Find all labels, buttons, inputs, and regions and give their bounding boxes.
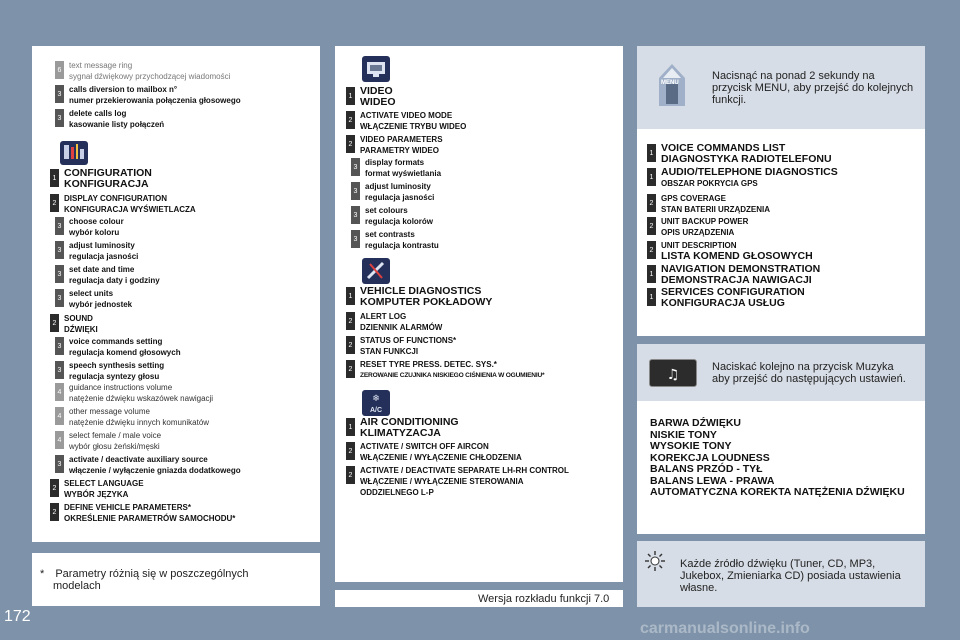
- menu-row-line: regulacja kontrastu: [365, 241, 439, 250]
- level-badge: 2: [346, 312, 355, 330]
- level-badge: 1: [647, 265, 656, 283]
- menu-row-line: WŁĄCZENIE TRYBU WIDEO: [360, 122, 467, 131]
- level-badge: 1: [346, 87, 355, 105]
- air-conditioning-icon: [362, 390, 390, 416]
- menu-instruction-line: przycisk MENU, aby przejść do kolejnych: [712, 82, 914, 94]
- menu-row-line: DEMONSTRACJA NAWIGACJI: [661, 274, 812, 286]
- menu-row-line: adjust luminosity: [365, 182, 431, 191]
- menu-row-line: SERVICES CONFIGURATION: [661, 286, 805, 298]
- menu-row: [50, 313, 98, 335]
- menu-row: [50, 502, 235, 524]
- level-badge: 4: [55, 431, 64, 449]
- menu-row-line: ODDZIELNEGO L-P: [360, 488, 434, 497]
- level-badge: 4: [55, 383, 64, 401]
- level-badge: 3: [55, 85, 64, 103]
- menu-row-text: [360, 417, 459, 439]
- level-badge: 6: [55, 61, 64, 79]
- menu-row-text: [661, 287, 805, 309]
- music-icon: [649, 359, 697, 387]
- menu-row-line: CONFIGURATION: [64, 167, 152, 179]
- menu-row-line: DEFINE VEHICLE PARAMETERS*: [64, 503, 191, 512]
- level-badge: 3: [55, 455, 64, 473]
- menu-row-line: UNIT BACKUP POWER: [661, 217, 749, 226]
- menu-row-text: [64, 478, 144, 500]
- version-label: Wersja rozkładu funkcji 7.0: [478, 593, 610, 605]
- menu-row-line: DISPLAY CONFIGURATION: [64, 194, 167, 203]
- level-badge: 2: [50, 503, 59, 521]
- menu-row-text: [69, 382, 213, 404]
- menu-row-text: [365, 181, 434, 203]
- level-badge: 2: [346, 336, 355, 354]
- menu-row-line: ZEROWANIE CZUJNIKA NISKIEGO CIŚNIENIA W OGUMIENIU*: [360, 372, 545, 379]
- menu-row-line: KONFIGURACJA WYŚWIETLACZA: [64, 205, 196, 214]
- menu-row-line: PARAMETRY WIDEO: [360, 146, 439, 155]
- level-badge: 3: [351, 182, 360, 200]
- menu-instruction-line: Nacisnąć na ponad 2 sekundy na: [712, 70, 875, 82]
- menu-row: [55, 382, 213, 404]
- menu-row-line: OBSZAR POKRYCIA GPS: [661, 179, 758, 188]
- menu-row-text: [360, 465, 569, 498]
- level-badge: 1: [346, 418, 355, 436]
- tip-text: [680, 558, 901, 594]
- menu-row-line: speech synthesis setting: [69, 361, 165, 370]
- menu-row: [55, 360, 164, 382]
- menu-row-text: [69, 84, 241, 106]
- menu-row-text: [69, 360, 164, 382]
- menu-label: MENU: [661, 80, 679, 86]
- menu-row: [346, 286, 492, 308]
- menu-row-line: KOMPUTER POKŁADOWY: [360, 296, 493, 308]
- menu-row-line: calls diversion to mailbox n°: [69, 85, 178, 94]
- menu-row-text: [64, 502, 235, 524]
- vehicle-diagnostics-icon: [362, 258, 390, 284]
- level-badge: 3: [55, 241, 64, 259]
- level-badge: 3: [55, 109, 64, 127]
- menu-row-line: VEHICLE DIAGNOSTICS: [360, 285, 482, 297]
- menu-row-line: wybór koloru: [69, 228, 120, 237]
- menu-row-text: [360, 311, 442, 333]
- footnote-line: modelach: [53, 580, 101, 592]
- menu-row-text: [661, 264, 820, 286]
- footnote-line: Parametry różnią się w poszczególnych: [55, 568, 249, 580]
- menu-row-line: regulacja jasności: [365, 193, 435, 202]
- menu-row-line: WYBÓR JĘZYKA: [64, 490, 129, 499]
- level-badge: 3: [55, 361, 64, 379]
- menu-row: [55, 108, 164, 130]
- menu-row-line: select female / male voice: [69, 431, 162, 440]
- menu-row: [647, 167, 838, 189]
- menu-row-text: [69, 108, 164, 130]
- level-badge: 2: [647, 194, 656, 212]
- menu-row-line: adjust luminosity: [69, 241, 135, 250]
- menu-row-line: DIAGNOSTYKA RADIOTELEFONU: [661, 153, 832, 165]
- menu-row: [55, 336, 181, 358]
- menu-row-line: sygnał dźwiękowy przychodzącej wiadomości: [69, 72, 231, 81]
- level-badge: 3: [351, 230, 360, 248]
- menu-row-line: UNIT DESCRIPTION: [661, 241, 737, 250]
- menu-row-line: KONFIGURACJA: [64, 178, 149, 190]
- menu-row: [351, 229, 439, 251]
- menu-row: [346, 311, 442, 333]
- tip-text-line: własne.: [680, 582, 718, 594]
- sound-setting-item: AUTOMATYCZNA KOREKTA NATĘŻENIA DŹWIĘKU: [650, 486, 905, 498]
- menu-row-text: [661, 143, 832, 165]
- menu-row-text: [661, 240, 813, 262]
- menu-row-line: regulacja daty i godziny: [69, 276, 160, 285]
- menu-row: [55, 430, 161, 452]
- menu-row-line: delete calls log: [69, 109, 127, 118]
- menu-row-text: [360, 335, 456, 357]
- video-icon: [362, 56, 390, 82]
- menu-row-line: WIDEO: [360, 96, 396, 108]
- menu-row-line: OPIS URZĄDZENIA: [661, 228, 735, 237]
- level-badge: 2: [50, 479, 59, 497]
- menu-row: [351, 157, 441, 179]
- footnote: [40, 568, 249, 592]
- sun-tip-icon: [645, 551, 665, 571]
- menu-row: [55, 288, 132, 310]
- menu-row-text: [360, 134, 443, 156]
- menu-row: [55, 406, 209, 428]
- menu-row: [346, 335, 456, 357]
- menu-row: [346, 441, 522, 463]
- menu-row-line: WŁĄCZENIE / WYŁĄCZENIE CHŁODZENIA: [360, 453, 522, 462]
- menu-row-line: VOICE COMMANDS LIST: [661, 142, 786, 154]
- menu-row: [346, 417, 459, 439]
- level-badge: 2: [50, 314, 59, 332]
- watermark: carmanualsonline.info: [640, 620, 810, 637]
- menu-row: [55, 264, 160, 286]
- menu-row-line: WŁĄCZENIE / WYŁĄCZENIE STEROWANIA: [360, 477, 524, 486]
- menu-row-text: [360, 86, 396, 108]
- menu-row-text: [365, 157, 441, 179]
- menu-row: [647, 216, 748, 238]
- menu-row-line: SELECT LANGUAGE: [64, 479, 144, 488]
- menu-row: [55, 240, 138, 262]
- menu-row-line: regulacja syntezy głosu: [69, 372, 160, 381]
- menu-row-line: natężenie dźwięku wskazówek nawigacji: [69, 394, 214, 403]
- sound-setting-item: BALANS LEWA - PRAWA: [650, 474, 775, 487]
- music-instruction: [712, 361, 906, 385]
- menu-row-text: [365, 205, 433, 227]
- menu-row-text: [661, 216, 748, 238]
- menu-row: [351, 205, 433, 227]
- menu-row-line: choose colour: [69, 217, 124, 226]
- menu-row: [647, 193, 770, 215]
- page-number: 172: [4, 608, 31, 625]
- menu-row-text: [69, 240, 138, 262]
- menu-row-line: select units: [69, 289, 114, 298]
- menu-row: [55, 60, 230, 82]
- level-badge: 3: [55, 217, 64, 235]
- menu-row-line: STAN BATERII URZĄDZENIA: [661, 205, 771, 214]
- level-badge: 2: [346, 466, 355, 484]
- menu-row-line: DZIENNIK ALARMÓW: [360, 323, 443, 332]
- menu-row-line: KLIMATYZACJA: [360, 427, 441, 439]
- level-badge: 2: [346, 111, 355, 129]
- level-badge: 3: [55, 289, 64, 307]
- menu-button-icon: [657, 62, 687, 108]
- menu-row-line: text message ring: [69, 61, 133, 70]
- menu-row-line: set colours: [365, 206, 408, 215]
- menu-row-line: KONFIGURACJA USŁUG: [661, 297, 785, 309]
- menu-row-line: regulacja kolorów: [365, 217, 434, 226]
- level-badge: 2: [647, 241, 656, 259]
- level-badge: 3: [55, 337, 64, 355]
- menu-row-line: SOUND: [64, 314, 93, 323]
- menu-row: [647, 287, 805, 309]
- level-badge: 2: [647, 217, 656, 235]
- menu-row: [50, 168, 152, 190]
- menu-row-text: [69, 336, 181, 358]
- footnote-star: *: [40, 568, 45, 580]
- menu-row-text: [69, 288, 132, 310]
- menu-row-text: [64, 313, 98, 335]
- menu-row-line: guidance instructions volume: [69, 383, 173, 392]
- menu-row-line: wybór głosu żeński/męski: [69, 442, 160, 451]
- menu-row-text: [64, 193, 196, 215]
- menu-instruction: [712, 70, 913, 106]
- sound-setting-item: NISKIE TONY: [650, 428, 717, 441]
- level-badge: 1: [647, 168, 656, 186]
- menu-row-line: ACTIVATE VIDEO MODE: [360, 111, 453, 120]
- menu-row-line: ALERT LOG: [360, 312, 407, 321]
- sound-setting-item: BARWA DŹWIĘKU: [650, 417, 741, 429]
- menu-row-text: [69, 406, 209, 428]
- menu-row-line: VIDEO PARAMETERS: [360, 135, 443, 144]
- menu-row: [346, 110, 466, 132]
- level-badge: 2: [346, 135, 355, 153]
- menu-row-line: kasowanie listy połączeń: [69, 120, 165, 129]
- configuration-icon: [60, 141, 88, 165]
- menu-row-line: AIR CONDITIONING: [360, 416, 459, 428]
- menu-row-text: [360, 359, 544, 381]
- menu-row-line: VIDEO: [360, 85, 393, 97]
- menu-row-text: [661, 167, 838, 189]
- menu-row: [55, 84, 241, 106]
- menu-row: [647, 240, 813, 262]
- menu-row-line: regulacja komend głosowych: [69, 348, 181, 357]
- menu-row-line: STAN FUNKCJI: [360, 347, 419, 356]
- level-badge: 1: [647, 144, 656, 162]
- menu-row: [346, 86, 396, 108]
- menu-row-line: LISTA KOMEND GŁOSOWYCH: [661, 250, 813, 262]
- menu-row-text: [69, 454, 241, 476]
- menu-row: [55, 454, 241, 476]
- level-badge: 3: [351, 206, 360, 224]
- level-badge: 2: [50, 194, 59, 212]
- menu-row-line: set date and time: [69, 265, 135, 274]
- level-badge: 1: [50, 169, 59, 187]
- sound-setting-item: BALANS PRZÓD - TYŁ: [650, 463, 763, 475]
- menu-row-text: [69, 264, 160, 286]
- menu-row: [55, 216, 124, 238]
- menu-row-line: format wyświetlania: [365, 169, 442, 178]
- menu-row-line: RESET TYRE PRESS. DETEC. SYS.*: [360, 360, 497, 369]
- level-badge: 3: [55, 265, 64, 283]
- menu-row-line: włączenie / wyłączenie gniazda dodatkowego: [69, 466, 241, 475]
- menu-row-line: natężenie dźwięku innych komunikatów: [69, 418, 210, 427]
- sound-settings-list: [650, 418, 905, 499]
- tip-text-line: Jukebox, Zmieniarka CD) posiada ustawienia: [680, 570, 901, 582]
- sound-setting-item: WYSOKIE TONY: [650, 440, 732, 452]
- menu-row-line: GPS COVERAGE: [661, 194, 726, 203]
- menu-row: [647, 264, 820, 286]
- menu-row-line: DŹWIĘKI: [64, 325, 98, 334]
- menu-row-text: [69, 430, 161, 452]
- menu-row: [50, 193, 196, 215]
- menu-row-text: [69, 60, 230, 82]
- menu-row-text: [360, 286, 492, 308]
- menu-row-line: regulacja jasności: [69, 252, 139, 261]
- level-badge: 1: [647, 288, 656, 306]
- menu-row: [647, 143, 832, 165]
- music-instruction-line: aby przejść do następujących ustawień.: [712, 373, 906, 385]
- menu-row: [346, 465, 569, 498]
- menu-row-line: other message volume: [69, 407, 150, 416]
- menu-row-line: numer przekierowania połączenia głosowego: [69, 96, 241, 105]
- music-instruction-line: Naciskać kolejno na przycisk Muzyka: [712, 361, 894, 373]
- menu-row-line: activate / deactivate auxiliary source: [69, 455, 208, 464]
- svg-text:A/C: A/C: [369, 407, 383, 414]
- menu-row-text: [661, 193, 770, 215]
- level-badge: 4: [55, 407, 64, 425]
- menu-row-line: ACTIVATE / DEACTIVATE SEPARATE LH-RH CONTROL: [360, 466, 569, 475]
- menu-row-line: STATUS OF FUNCTIONS*: [360, 336, 457, 345]
- menu-row-text: [365, 229, 439, 251]
- menu-row-line: wybór jednostek: [69, 300, 133, 309]
- menu-row-line: OKREŚLENIE PARAMETRÓW SAMOCHODU*: [64, 514, 236, 523]
- level-badge: 2: [346, 360, 355, 378]
- menu-row: [50, 478, 144, 500]
- menu-row-text: [360, 110, 466, 132]
- sound-setting-item: KOREKCJA LOUDNESS: [650, 451, 770, 464]
- svg-text:❄: ❄: [372, 394, 380, 404]
- svg-text:♫: ♫: [666, 367, 680, 383]
- menu-row-line: NAVIGATION DEMONSTRATION: [661, 263, 821, 275]
- menu-row: [346, 134, 443, 156]
- menu-row-line: AUDIO/TELEPHONE DIAGNOSTICS: [661, 166, 838, 178]
- menu-row: [346, 359, 544, 381]
- menu-row-text: [69, 216, 124, 238]
- menu-instruction-line: funkcji.: [712, 94, 747, 106]
- level-badge: 3: [351, 158, 360, 176]
- menu-row-text: [64, 168, 152, 190]
- menu-row-text: [360, 441, 522, 463]
- menu-row-line: ACTIVATE / SWITCH OFF AIRCON: [360, 442, 489, 451]
- menu-row-line: display formats: [365, 158, 425, 167]
- menu-row-line: voice commands setting: [69, 337, 163, 346]
- level-badge: 2: [346, 442, 355, 460]
- tip-text-line: Każde źródło dźwięku (Tuner, CD, MP3,: [680, 558, 876, 570]
- menu-row-line: set contrasts: [365, 230, 415, 239]
- level-badge: 1: [346, 287, 355, 305]
- menu-row: [351, 181, 434, 203]
